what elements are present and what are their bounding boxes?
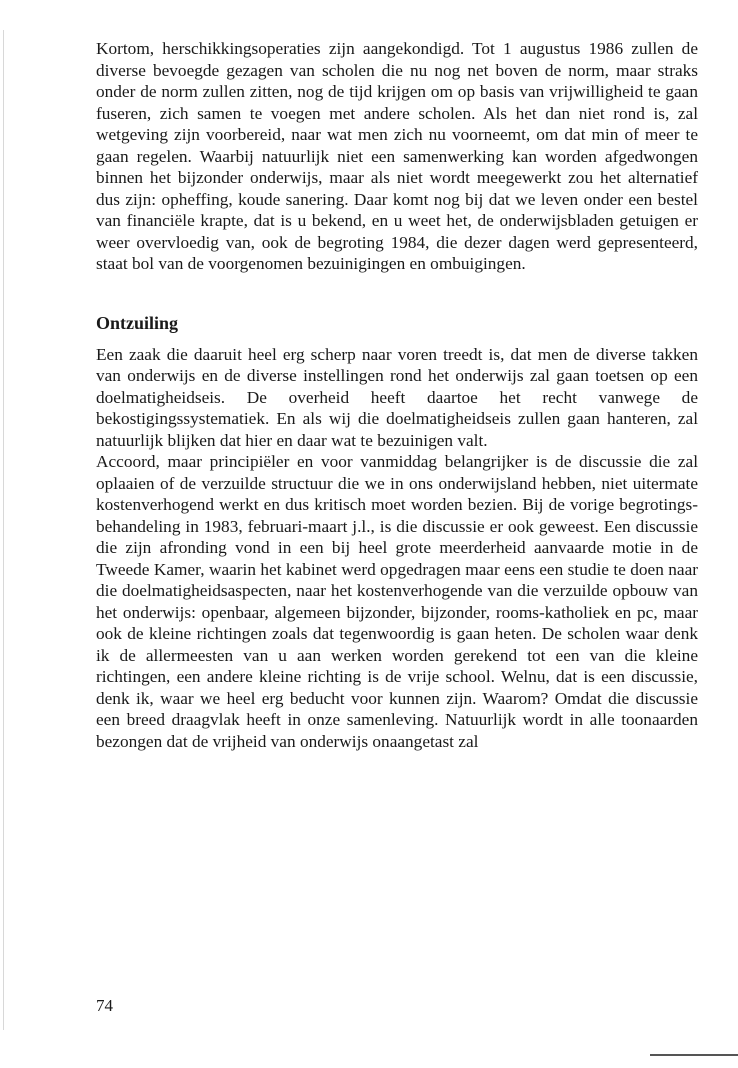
scan-bottom-mark — [650, 1054, 738, 1056]
page-number: 74 — [96, 996, 113, 1015]
section-heading: Ontzuiling — [96, 312, 179, 333]
scan-left-edge — [3, 30, 4, 1030]
page-body — [96, 38, 698, 752]
paragraph-2: Een zaak die daaruit heel erg scherp naar voren treedt is, dat men de diverse takken van onderwijs en de diverse instellingen rond het onderwijs zal gaan toetsen op een doelmatigheidseis. De overheid heeft daartoe het recht vanwege de bekostigingssystematiek. En als wij die doelmatigheidseis zullen gaan hanteren, zal natuurlijk blijken dat hier en daar wat te bezuinigen valt. — [96, 344, 698, 450]
paragraph-3: Accoord, maar principiëler en voor vanmiddag belangrijker is de discussie die zal oplaaien of de verzuilde structuur die we in ons onderwijsland hebben, niet uitermate kostenverhogend werkt en dus kritisch moet worden bezien. Bij de vorige begrotingsbehandeling in 1983, februari-maart j.l., is die discussie er ook geweest. Een discussie die zijn afronding vond in een bij heel grote meerderheid aanvaarde motie in de Tweede Kamer, waarin het kabinet werd opgedragen maar eens een studie te doen naar die doelmatigheidsaspecten, naar het kostenverhogende van die verzuilde opbouw van het onderwijs: openbaar, algemeen bijzonder, bijzonder, rooms-katholiek en pc, maar ook de kleine richtingen zoals dat tegenwoordig is gaan heten. De scholen waar denk ik de allermeesten van u aan werken worden gerekend tot een van die kleine richtingen, een andere kleine richting is de vrije school. Welnu, dat is een discussie, denk ik, waar we heel erg beducht voor kunnen zijn. Waarom? Omdat die discussie een breed draagvlak heeft in onze samenleving. Natuurlijk wordt in alle toonaarden bezongen dat de vrijheid van onderwijs onaangetast zal — [96, 452, 698, 751]
paragraph-1: Kortom, herschikkingsoperaties zijn aangekondigd. Tot 1 augustus 1986 zullen de diverse bevoegde gezagen van scholen die nu nog net boven de norm, maar straks onder de norm zullen zitten, nog de tijd krijgen om op basis van vrijwilligheid te gaan fuseren, zich samen te voegen met andere scholen. Als het dan niet rond is, zal wetgeving zijn voorbereid, naar wat men zich nu voorneemt, om dat min of meer te gaan regelen. Waarbij natuurlijk niet een samenwerking kan worden afgedwongen binnen het bijzonder onderwijs, maar als niet wordt meegewerkt zou het alternatief dus zijn: opheffing, koude sanering. Daar komt nog bij dat we leven onder een bestel van financiële krapte, dat is u bekend, en u weet het, de onderwijsbladen getuigen er weer overvloedig van, ook de begroting 1984, die dezer dagen werd gepresenteerd, staat bol van de voorgenomen bezuinigingen en ombuigingen. — [96, 39, 698, 273]
